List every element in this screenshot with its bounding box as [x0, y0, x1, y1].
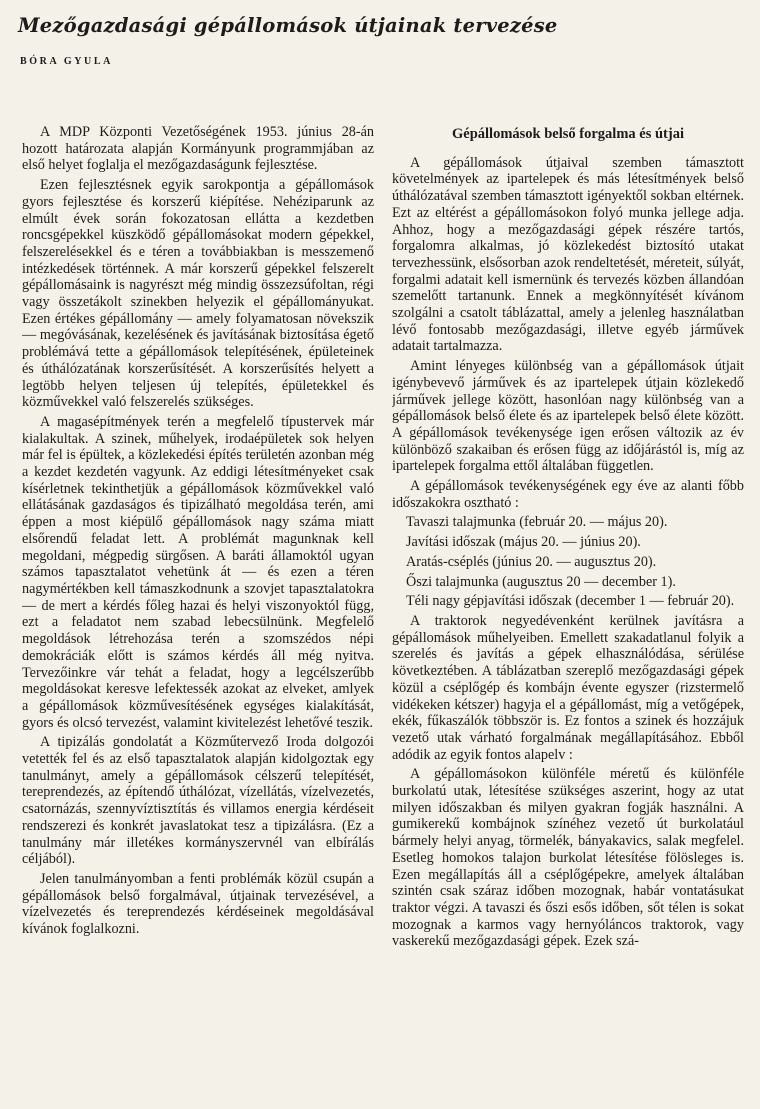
period-item: Tavaszi talajmunka (február 20. — május 20). [406, 514, 668, 531]
paragraph: Amint lényeges különbség van a gépállomások útjait igénybevevő járművek és az ipartelepek útjain közlekedő járművek jellege között, hasonlóan nagy különbség van a gépállomások belső élete és az ipartelepek belső élete között. A gépállomások tevékenysége igen erősen változik az év különböző szakaiban és erősen függ az időjárástól is, míg az ipartelepek forgalma ettől általában független. [392, 358, 744, 475]
article-author: BÓRA GYULA [20, 56, 113, 67]
section-heading: Gépállomások belső forgalma és útjai [452, 126, 684, 142]
paragraph: A MDP Központi Vezetőségének 1953. június 28-án hozott határozata alapján Kormányunk programmjában az első helyet foglalja el mezőgazdaságunk fejlesztése. [22, 124, 374, 174]
paragraph: A magasépítmények terén a megfelelő típustervek már kialakultak. A szinek, műhelyek, irodaépületek sok helyen már fel is épültek, a közlekedési építés területén azonban még a kezdet kezdetén vagyunk. Az eddigi létesítményeket csak kísérletnek tekinthetjük a gépállomások közművekkel való ellátásának gazdaságos és tipizálható megoldása terén, ami éppen a most kiépülő gépállomások nagy száma miatt elsőrendű feladat lett. A problémát magunknak kell megoldani, mégpedig sürgősen. A baráti államoktól ugyan számos tapasztalatot vehetünk át — és ezen a téren nagymértékben kell támaszkodnunk a szovjet tapasztalatokra — de mert a kérdés főleg hazai és helyi viszonyoktól függ, ezt a feladatot nem szabad lebecsülnünk. Megfelelő megoldások létrehozása terén a szomszédos népi demokráciák előtt is számos kérdés áll még nyitva. Tervezőinkre vár tehát a feladat, hogy a legcélszerűbb megoldásokat keresve lefektessék azokat az elveket, amlyek a gépállomások közművesítésének egységes kialakítását, gyors és olcsó tervezést, valamint kivitelezést lehetővé teszik. [22, 413, 374, 731]
paragraph: Ezen fejlesztésnek egyik sarokpontja a gépállomások gyors fejlesztése és korszerű kiépítése. Nehéziparunk az elmúlt évek során fokozatosan ellátta a kezdetben roncsgépekkel küszködő gépállomásokat modern gépekkel, felszerelésekkel és e téren a továbbiakban is messzemenő intézkedések történnek. A már korszerű gépekkel felszerelt gépállomásaink is nagyrészt még mindig összezsúfoltan, régi vagy összetákolt szinekben helyezik el gépállományukat. Ezen értékes gépállomány — amely folyamatosan növekszik — megóvásának, kezelésének és javításának biztosítása égető problémává tette a gépállomások telepítésének, épületeinek és úthálózatának korszerűsítését. A korszerűsítés helyett a legtöbb helyen teljesen új telepítés, épületekkel és közművekkel való felszerelés szükséges. [22, 177, 374, 411]
article-title: Mezőgazdasági gépállomások útjainak tervezése [18, 14, 558, 37]
period-item: Téli nagy gépjavítási időszak (december 1 — február 20). [406, 593, 735, 610]
period-item: Őszi talajmunka (augusztus 20 — december 1). [406, 573, 676, 590]
left-column [22, 124, 374, 1104]
paragraph: A tipizálás gondolatát a Közműtervező Iroda dolgozói vetették fel és az első tapasztalatok alapján kidolgoztak egy tanulmányt, amely a gépállomások célszerű telepítését, tereprendezés, az építendő úthálózat, vízellátás, vízelvezetés, csatornázás, szennyvíztisztítás és villamos energia kérdéseit rendszerezi és konkrét javaslatokat tesz a tipizálásra. (Ez a tanulmány már illetékes kormányszervnél van elbírálás céljából). [22, 734, 374, 868]
paragraph: Jelen tanulmányomban a fenti problémák közül csupán a gépállomások belső forgalmával, útjainak tervezésével, a vízelvezetés és tereprendezés kérdéseinek megoldásával kívánok foglalkozni. [22, 870, 374, 938]
paragraph: A traktorok negyedévenként kerülnek javításra a gépállomások műhelyeiben. Emellett szakadatlanul folyik a szerelés és javítás a gépek elhasználódása, sérülése következtében. A táblázatban szereplő mezőgazdasági gépek közül a cséplőgép és kombájn évente egyszer (rizstermelő vidékeken kétszer) hagyja el a gépállomást, míg a vetőgépek, ekék, fűkaszálók többször is. Ez fontos a szinek és hozzájuk vezető utak várható forgalmának megállapításához. Ebből adódik az egyik fontos alapelv : [392, 612, 744, 763]
right-column [392, 124, 744, 1104]
paragraph: A gépállomásokon különféle méretű és különféle burkolatú utak, létesítése szükséges aszerint, hogy az utat milyen időszakban és milyen gyakran fogják használni. A gumikerekű kombájnok színéhez vezető út burkolatául bármely helyi anyag, törmelék, bányakavics, salak megfelel. Esetleg homokos talajon burkolat létesítése fölösleges is. Ezen megállapítás áll a cséplőgépekre, amelyek általában szintén csak száraz időben mozognak, habár vontatásukat traktor végzi. A tavaszi és őszi esős időben, sőt télen is sokat mozognak a karmos vagy hernyóláncos traktorok, vagy vaskerekű mezőgazdasági gépek. Ezek szá- [392, 766, 744, 950]
paragraph: A gépállomások tevékenységének egy éve az alanti főbb időszakokra osztható : [392, 478, 744, 511]
paragraph: A gépállomások útjaival szemben támasztott követelmények az ipartelepek és más létesítmények belső úthálózatával szemben támasztott igényektől sokban eltérnek. Ezt az eltérést a gépállomásokon folyó munka jellege adja. Ahhoz, hogy a mezőgazdasági gépek részére tartós, forgalomra alkalmas, jó közlekedést biztosító utakat tervezhessünk, elsősorban azok rendeltetését, méreteit, súlyát, forgalmi adatait kell ismernünk és tervezés közben állandóan szemelőtt tartanunk. Ennek a megkönnyítését kívánom szolgálni a csatolt táblázattal, amely a jelenleg használatban lévő fontosabb mezőgazdasági, illetve egyéb járművek adatait tartalmazza. [392, 154, 744, 355]
period-item: Javítási időszak (május 20. — június 20). [406, 534, 641, 551]
period-item: Aratás-cséplés (június 20. — augusztus 20). [406, 553, 657, 570]
